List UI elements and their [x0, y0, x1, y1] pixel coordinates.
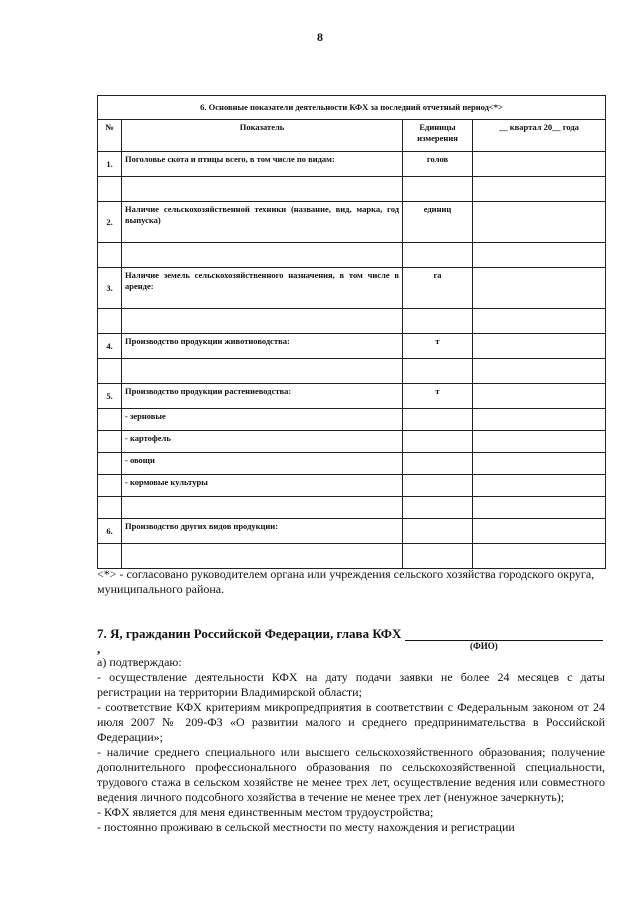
row-value[interactable] — [473, 334, 606, 359]
row-unit: т — [403, 384, 473, 409]
row-name: Производство других видов продукции: — [122, 519, 403, 544]
row-name: Производство продукции растениеводства: — [122, 384, 403, 409]
table-row — [98, 202, 606, 243]
confirm-item: - постоянно проживаю в сельской местности по месту нахождения и регистрации — [97, 820, 515, 834]
fio-field[interactable] — [405, 628, 603, 641]
table-row-blank — [98, 544, 606, 569]
crop-subitem-row — [98, 475, 606, 497]
table-row — [98, 268, 606, 309]
row-name: Наличие земель сельскохозяйственного назначения, в том числе в аренде: — [122, 268, 403, 309]
fio-label: (ФИО) — [470, 641, 498, 651]
row-value[interactable] — [473, 152, 606, 177]
table-row-blank — [98, 497, 606, 519]
crop-subitem: - кормовые культуры — [122, 475, 403, 497]
row-unit — [403, 519, 473, 544]
row-unit: га — [403, 268, 473, 309]
crop-subitem: - овощи — [122, 453, 403, 475]
crop-subitem: - картофель — [122, 431, 403, 453]
crop-subitem-row — [98, 453, 606, 475]
row-name: Производство продукции животноводства: — [122, 334, 403, 359]
table-footnote: <*> - согласовано руководителем органа или учреждения сельского хозяйства городского округа, муниципального района. — [97, 567, 595, 596]
table-row-blank — [98, 177, 606, 202]
indicators-table — [97, 95, 606, 569]
section-7-heading-text: 7. Я, гражданин Российской Федерации, глава КФХ — [97, 626, 402, 641]
row-num: 5. — [98, 384, 122, 409]
crop-subitem-row — [98, 431, 606, 453]
confirm-label: а) подтверждаю: — [97, 655, 182, 669]
row-value[interactable] — [473, 268, 606, 309]
header-unit: Единицы измерения — [403, 120, 473, 152]
table-title: 6. Основные показатели деятельности КФХ за последний отчетный период<*> — [98, 96, 606, 120]
table-row — [98, 152, 606, 177]
row-num: 6. — [98, 519, 122, 544]
row-unit: единиц — [403, 202, 473, 243]
row-unit: т — [403, 334, 473, 359]
table-row — [98, 384, 606, 409]
section-7-body — [97, 655, 605, 835]
header-indicator: Показатель — [122, 120, 403, 152]
crop-subitem: - зерновые — [122, 409, 403, 431]
confirm-item: - осуществление деятельности КФХ на дату подачи заявки не более 24 месяцев с даты регистрации на территории Владимирской области; — [97, 670, 605, 699]
row-num: 2. — [98, 202, 122, 243]
section-7-heading — [97, 626, 605, 656]
header-period: __ квартал 20__ года — [473, 120, 606, 152]
table-row — [98, 334, 606, 359]
row-name: Поголовье скота и птицы всего, в том числе по видам: — [122, 152, 403, 177]
confirm-item: - наличие среднего специального или высшего сельскохозяйственного образования; получение дополнительного профессионального образования по сельскохозяйственной специальности, трудового стажа в сельском хозяйстве не менее трех лет, осуществление ведения или совместного ведения личного подсобного хозяйства в течение не менее трех лет (ненужное зачеркнуть); — [97, 745, 605, 804]
header-num: № — [98, 120, 122, 152]
page-number: 8 — [317, 30, 323, 44]
confirm-item: - КФХ является для меня единственным местом трудоустройства; — [97, 805, 434, 819]
heading-comma: , — [97, 641, 101, 656]
table-row — [98, 519, 606, 544]
table-row-blank — [98, 309, 606, 334]
row-num: 3. — [98, 268, 122, 309]
row-name: Наличие сельскохозяйственной техники (название, вид, марка, год выпуска) — [122, 202, 403, 243]
row-num: 1. — [98, 152, 122, 177]
row-num: 4. — [98, 334, 122, 359]
row-value[interactable] — [473, 519, 606, 544]
table-row-blank — [98, 359, 606, 384]
row-value[interactable] — [473, 202, 606, 243]
table-row-blank — [98, 243, 606, 268]
crop-subitem-row — [98, 409, 606, 431]
row-value[interactable] — [473, 384, 606, 409]
confirm-item: - соответствие КФХ критериям микропредприятия в соответствии с Федеральным законом от 24 июля 2007 № 209-ФЗ «О развитии малого и среднего предпринимательства в Российской Федерации»; — [97, 700, 605, 744]
row-unit: голов — [403, 152, 473, 177]
